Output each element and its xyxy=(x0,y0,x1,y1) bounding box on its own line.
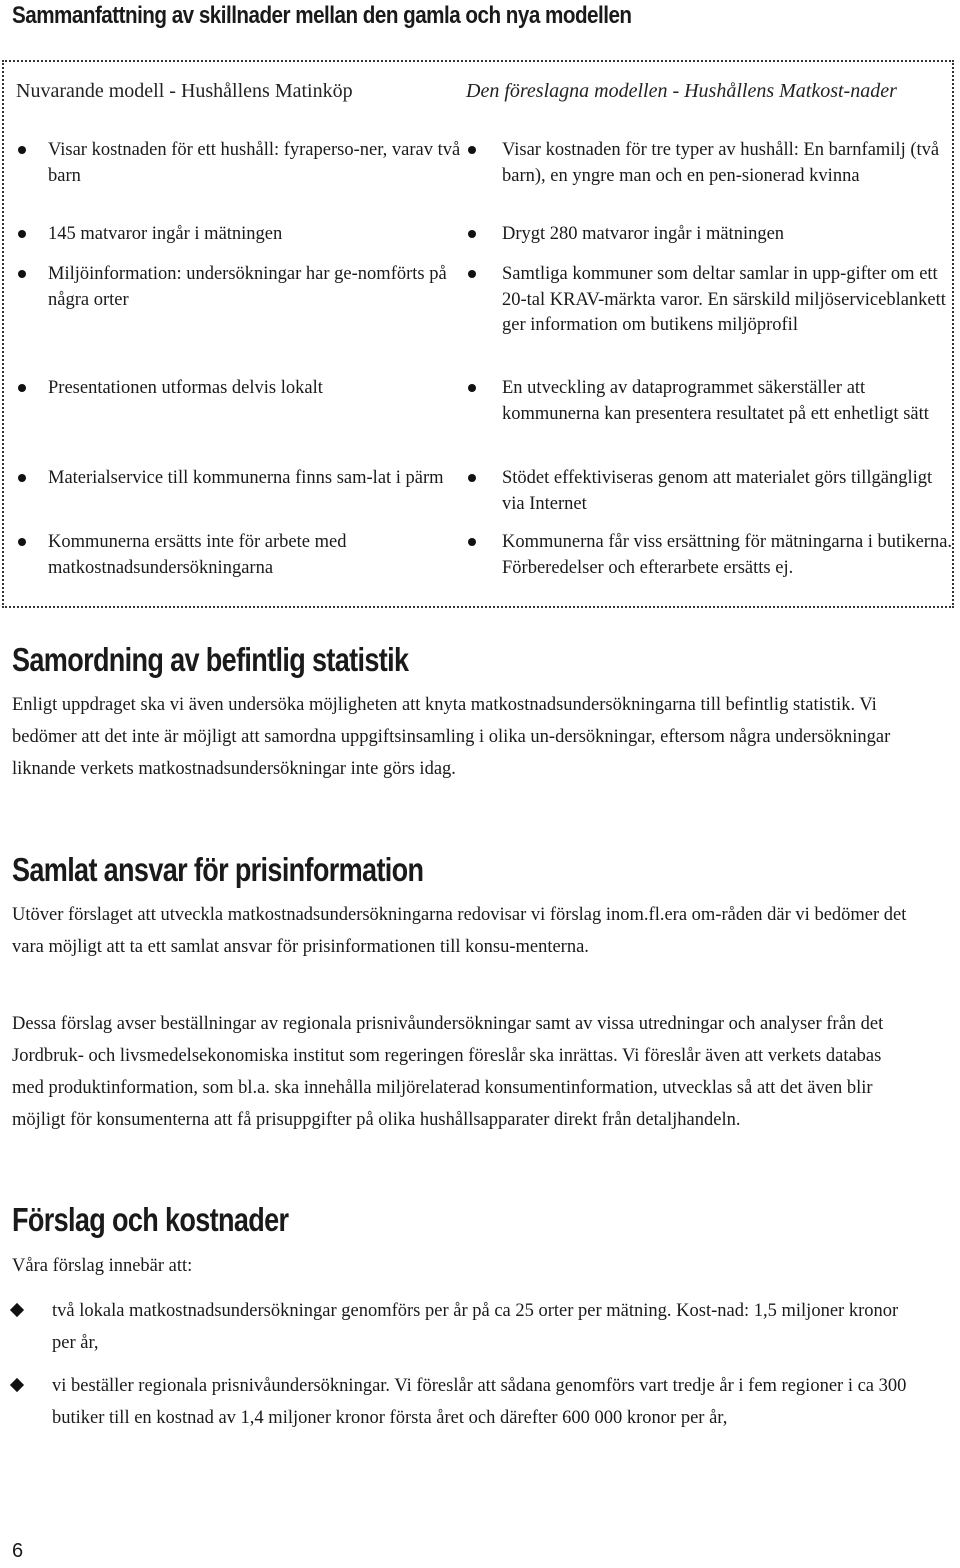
summary-heading: Sammanfattning av skillnader mellan den gamla och nya modellen xyxy=(12,2,632,29)
list-item: Samtliga kommuner som deltar samlar in upp-gifter om ett 20-tal KRAV-märkta varor. En särskild miljöserviceblankett ger information om butikens miljöprofil xyxy=(466,262,954,339)
list-item: Visar kostnaden för tre typer av hushåll: En barnfamilj (två barn), en yngre man och en pen-sionerad kvinna xyxy=(466,138,954,189)
proposed-model-column xyxy=(466,78,953,578)
samordning-heading: Samordning av befintlig statistik xyxy=(12,641,409,678)
list-item: Miljöinformation: undersökningar har ge-nomförts på några orter xyxy=(16,262,468,313)
bullet-icon xyxy=(468,538,476,546)
bullet-icon xyxy=(18,384,26,392)
list-item: Materialservice till kommunerna finns sam-lat i pärm xyxy=(16,466,468,492)
list-item: 145 matvaror ingår i mätningen xyxy=(16,222,468,248)
diamond-bullet-icon xyxy=(10,1303,24,1317)
list-item: En utveckling av dataprogrammet säkerställer att kommunerna kan presentera resultatet på ett enhetligt sätt xyxy=(466,376,954,427)
list-item: Presentationen utformas delvis lokalt xyxy=(16,376,468,402)
bullet-icon xyxy=(468,230,476,238)
bullet-icon xyxy=(18,538,26,546)
list-item: två lokala matkostnadsundersökningar genomförs per år på ca 25 orter per mätning. Kost-nad: 1,5 miljoner kronor per år, xyxy=(52,1295,912,1359)
page-number: 6 xyxy=(12,1540,24,1562)
list-item: Kommunerna får viss ersättning för mätningarna i butikerna. Förberedelser och efterarbete ersätts ej. xyxy=(466,530,954,581)
bullet-icon xyxy=(18,146,26,154)
bullet-icon xyxy=(468,146,476,154)
diamond-bullet-icon xyxy=(10,1378,24,1392)
samlat-ansvar-paragraph-1: Utöver förslaget att utveckla matkostnadsundersökningarna redovisar vi förslag inom.fl.era om-råden där vi bedömer det vara möjligt att ta ett samlat ansvar för prisinformationen till konsu-menterna. xyxy=(12,905,907,957)
list-item: Drygt 280 matvaror ingår i mätningen xyxy=(466,222,954,248)
bullet-icon xyxy=(18,270,26,278)
comparison-box xyxy=(2,60,954,608)
current-model-column xyxy=(16,78,461,578)
forslag-heading: Förslag och kostnader xyxy=(12,1201,289,1238)
list-item: vi beställer regionala prisnivåundersökningar. Vi föreslår att sådana genomförs vart tredje år i fem regioner i ca 300 butiker till en kostnad av 1,4 miljoner kronor första året och därefter 600 000 kronor per år, xyxy=(52,1370,912,1434)
current-model-title: Nuvarande modell - Hushållens Matinköp xyxy=(16,80,353,102)
forslag-intro: Våra förslag innebär att: xyxy=(12,1256,193,1276)
bullet-icon xyxy=(468,474,476,482)
list-item: Kommunerna ersätts inte för arbete med matkostnadsundersökningarna xyxy=(16,530,468,581)
samlat-ansvar-paragraph-2: Dessa förslag avser beställningar av regionala prisnivåundersökningar samt av vissa utredningar och analyser från det Jordbruk- och livsmedelsekonomiska institut som regeringen föreslår ska inrättas. Vi föreslår även att verkets databas med produktinformation, som bl.a. ska innehålla miljörelaterad konsumentinformation, utvecklas så att det även blir möjligt för konsumenterna att få prisuppgifter på olika hushållsapparater direkt från detaljhandeln. xyxy=(12,1014,884,1130)
bullet-icon xyxy=(18,230,26,238)
bullet-icon xyxy=(18,474,26,482)
samordning-paragraph: Enligt uppdraget ska vi även undersöka möjligheten att knyta matkostnadsundersökningarna till befintlig statistik. Vi bedömer att det inte är möjligt att samordna uppgiftsinsamling i olika un-dersökningar, eftersom några undersökningar liknande verkets matkostnadsundersökningar inte görs idag. xyxy=(12,695,891,779)
list-item: Visar kostnaden för ett hushåll: fyraperso-ner, varav två barn xyxy=(16,138,468,189)
bullet-icon xyxy=(468,270,476,278)
list-item: Stödet effektiviseras genom att materialet görs tillgängligt via Internet xyxy=(466,466,954,517)
bullet-icon xyxy=(468,384,476,392)
proposed-model-title: Den föreslagna modellen - Hushållens Matkost-nader xyxy=(466,80,897,102)
samlat-ansvar-heading: Samlat ansvar för prisinformation xyxy=(12,851,424,888)
